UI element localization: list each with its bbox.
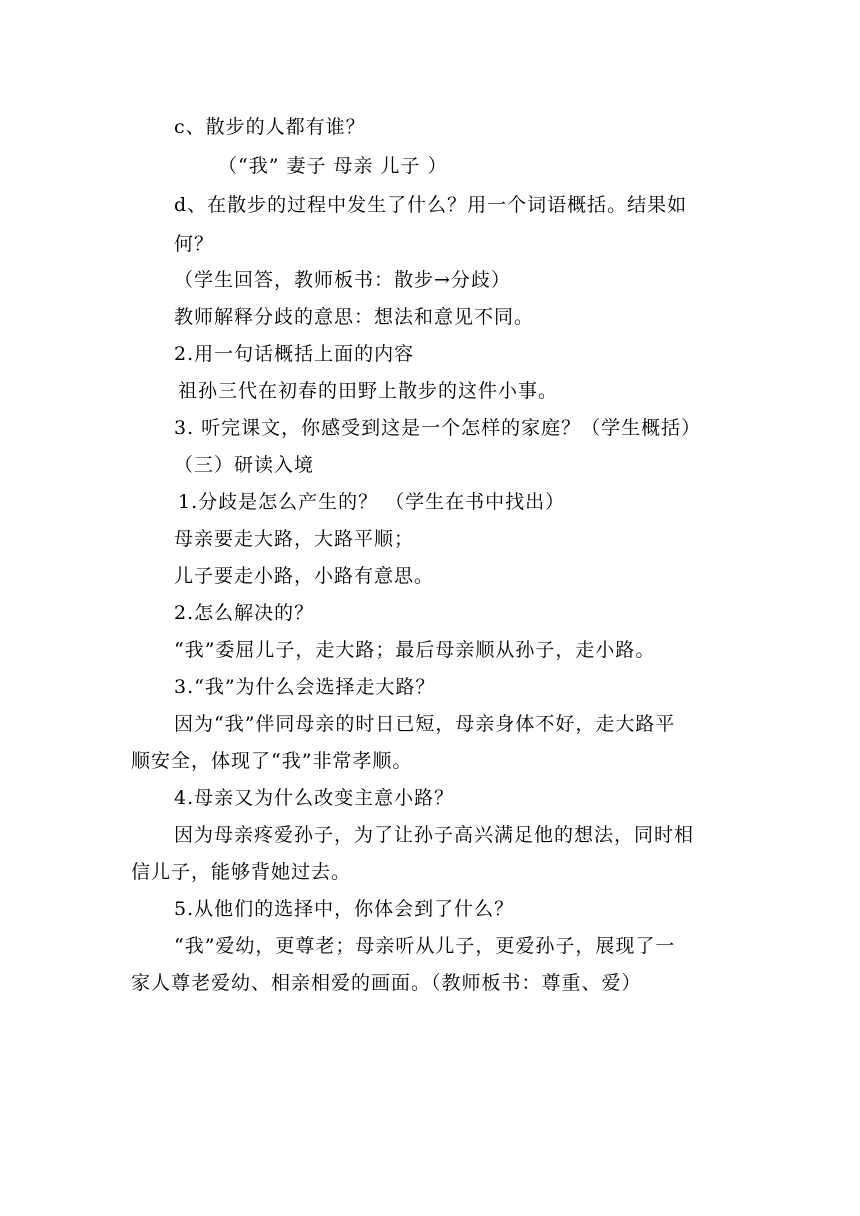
item-2-answer: 祖孙三代在初春的田野上散步的这件小事。 xyxy=(178,380,559,402)
answer-4: 因为母亲疼爱孙子，为了让孙子高兴满足他的想法，同时相 xyxy=(174,824,695,846)
item-3: 3. 听完课文，你感受到这是一个怎样的家庭？（学生概括） xyxy=(174,417,702,439)
answer-1b: 儿子要走小路，小路有意思。 xyxy=(174,565,435,587)
question-c: c、散步的人都有谁？ xyxy=(174,116,366,138)
answer-3: 因为“我”伴同母亲的时日已短，母亲身体不好，走大路平 xyxy=(174,713,676,735)
answer-c: （“我” 妻子 母亲 儿子 ） xyxy=(218,155,448,177)
teacher-note: （学生回答，教师板书：散步→分歧） xyxy=(174,269,511,291)
question-2: 2.怎么解决的？ xyxy=(174,602,315,624)
question-3: 3.“我”为什么会选择走大路？ xyxy=(174,676,436,698)
answer-2: “我”委屈儿子，走大路；最后母亲顺从孙子，走小路。 xyxy=(174,639,656,661)
answer-4-continued: 信儿子，能够背她过去。 xyxy=(131,861,352,883)
answer-5: “我”爱幼，更尊老；母亲听从儿子，更爱孙子，展现了一 xyxy=(174,935,676,957)
question-1: 1.分歧是怎么产生的？ （学生在书中找出） xyxy=(178,491,566,513)
explanation: 教师解释分歧的意思：想法和意见不同。 xyxy=(174,306,535,328)
question-d-continued: 何？ xyxy=(174,233,215,255)
answer-3-continued: 顺安全，体现了“我”非常孝顺。 xyxy=(131,750,413,772)
answer-5-continued: 家人尊老爱幼、相亲相爱的画面。（教师板书：尊重、爱） xyxy=(131,972,642,994)
answer-1a: 母亲要走大路，大路平顺； xyxy=(174,528,415,550)
item-2: 2.用一句话概括上面的内容 xyxy=(174,343,415,365)
section-heading: （三）研读入境 xyxy=(174,454,315,476)
question-4: 4.母亲又为什么改变主意小路？ xyxy=(174,787,455,809)
question-d: d、在散步的过程中发生了什么？用一个词语概括。结果如 xyxy=(174,194,688,216)
question-5: 5.从他们的选择中，你体会到了什么？ xyxy=(174,898,515,920)
